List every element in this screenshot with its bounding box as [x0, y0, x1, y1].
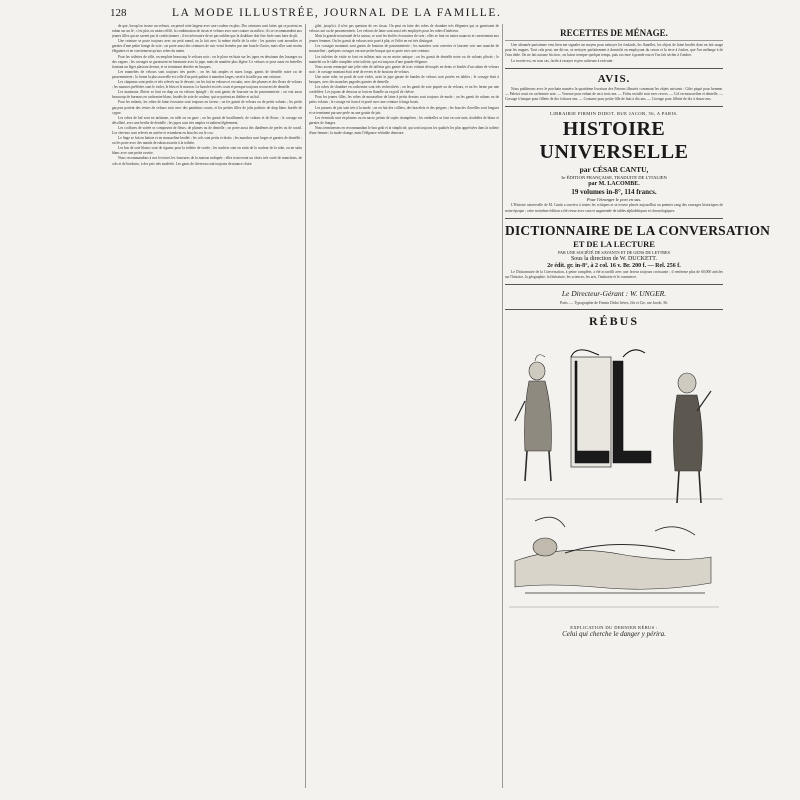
avis-heading: AVIS.	[597, 72, 631, 85]
column-paragraph: gilet, jusqu'ici, il n'est pas question de ces tissus. On peut en faire des robes de chambre très élégantes qui se garnissent de velours uni ou de passementerie. Les velours de laine sont aussi très employés pour les robes d'intérieur.	[309, 24, 499, 34]
column-paragraph: Le linge se fait en batiste et en mousseline brodée ; les cols sont petits et droits ; les manches sont larges et garnies de dentelle ; on les porte avec des nœuds de ruban assortis à la toilette.	[112, 136, 302, 146]
rebus-explanation-title: EXPLICATION DU DERNIER RÉBUS :	[570, 625, 658, 631]
column-paragraph: Les robes de bal sont en tarlatane, en tulle ou en gaze ; on les garnit de bouillonnés, de volants et de fleurs ; le corsage est décolleté, avec une berthe de dentelle ; les jupes sont très amples et traînent légèrement.	[112, 115, 302, 125]
column-paragraph: Les toilettes de visite se font en taffetas noir ou en moire antique ; on les garnit de dentelle noire ou de volants plissés ; le mantelet ou le châle complète cette toilette, qui est toujours d'une grande élégance.	[309, 54, 499, 64]
publisher-line: LIBRAIRIE FIRMIN DIDOT, RUE JACOB, 56, A PARIS.	[550, 111, 678, 117]
recettes-heading: RECETTES DE MÉNAGE.	[560, 28, 668, 38]
text-column-1	[112, 24, 302, 788]
divider	[505, 40, 723, 41]
column-paragraph: Les parures de jais sont très à la mode ; on en fait des colliers, des bracelets et des peignes ; les boucles d'oreilles sont longues et se terminent par une perle ou une goutte de jais.	[309, 105, 499, 115]
divider	[505, 284, 723, 285]
column-paragraph: Les coiffures de soirée se composent de fleurs, de plumes ou de dentelle ; on porte aussi des diadèmes de perles ou de corail. Les cheveux sont relevés en arrière et retombent en boucles sur le cou.	[112, 125, 302, 135]
column-paragraph: Les robes de chambre en cachemire sont très recherchées ; on les garnit de soie piquée ou de velours, et on les ferme par une cordelière. Les jupons de dessous se font en flanelle ou en poil de chèvre.	[309, 85, 499, 95]
rebus-illustration	[505, 331, 723, 621]
recettes-text	[505, 43, 723, 64]
book-note: Pour l'étranger le port en sus.	[586, 197, 642, 203]
book2-description-text: Le Dictionnaire de la Conversation, à peine complète, a été accueilli avec une faveur toujours croissante ; il renferme plus de 60,000 articles sur l'histoire, la géographie, la littérature, les sciences, les arts, l'industrie et le commerce.	[505, 269, 723, 280]
column-paragraph: Les corsages montants sont garnis de boutons de passementerie ; les manches sont ouvertes et laissent voir une manche de mousseline ; quelques corsages ont une petite basque qui se porte avec une ceinture.	[309, 44, 499, 54]
column-paragraph: Nous recommandons à nos lectrices les fourrures de la maison indiquée ; elles trouveront un choix très varié de manchons, de cols et de bordures, à des prix très modérés. Les gants de chevreau sont toujours de nuance claire.	[112, 156, 302, 166]
column-paragraph: Une autre robe, en poult de soie violet, avait la jupe garnie de bandes de velours noir posées en tablier ; le corsage était à basques, avec des manches pagodes garnies de dentelle.	[309, 74, 499, 85]
printer-line: Paris. — Typographie de Firmin Didot frères, fils et Cie, rue Jacob, 56.	[560, 301, 668, 306]
column-paragraph: Pour les toilettes de ville, on emploie beaucoup le velours noir ; on le place en biais sur les jupes en dessinant des losanges ou des vagues ; les corsages se garnissent en harmonie avec la jupe, mais de manière plus légère. Le velours se pose aussi en bretelles formant un léger plastron devant, et se terminant derrière en basques.	[112, 54, 302, 69]
divider	[505, 106, 723, 107]
rebus-explanation: Celui qui cherche le danger y périra.	[562, 630, 666, 639]
standing-man-figure	[673, 373, 711, 503]
column-paragraph: Les manteaux d'hiver se font en drap ou en velours épinglé ; ils sont garnis de fourrure ou de passementerie ; on voit aussi beaucoup de burnous en cachemire blanc, brodés de soie de couleur, qui se portent au théâtre et au bal.	[112, 90, 302, 100]
recettes-paragraph: Une abonnée parisienne veut bien me signaler un moyen pour nettoyer les foulards, les flanelles, les objets de laine brodés dont on fait usage pour les nappes. Tout cela peut, me dit-on, se nettoyer parfaitement à domicile en employant du savon et la terre à foulon, que l'on mélange à de l'eau tiède. On ne fait aucune friction ; on laisse tremper quelque temps, puis on rince à grande eau et l'on fait sécher à l'ombre.	[505, 43, 723, 58]
divider	[505, 309, 723, 310]
column-divider	[305, 24, 306, 788]
book-subtitle: ET DE LA LECTURE	[573, 238, 655, 249]
reclining-figure	[515, 517, 711, 593]
book-title-dictionnaire: DICTIONNAIRE DE LA CONVERSATION	[505, 222, 771, 238]
avis-text	[505, 87, 723, 103]
column-paragraph: Pour les jeunes filles, les robes de mousseline de laine à petits dessins sont toujours de mode ; on les garnit de rubans ou de petits volants ; le corsage est froncé et porté avec une ceinture à longs bouts.	[309, 95, 499, 105]
right-column	[505, 24, 771, 639]
avis-paragraph: Nous publierons avec le prochain numéro la quatrième livraison des Patrons illustrés contenant les objets suivants : Gilet piqué pour homme. — Paletot court en cachemire noir. — Vareuse pour enfant de un à trois ans. — Fichu en tulle noir avec revers. — Col en mousseline et dentelle. — Corsage à basque pour fillette de dix à douze ans. — Costume pour petite fille de huit à dix ans. — Corsage pour fillette de dix à douze ans.	[505, 86, 723, 102]
column-divider	[502, 24, 503, 788]
divider	[505, 218, 723, 219]
book-title-histoire: HISTOIRE UNIVERSELLE	[539, 118, 689, 164]
column-paragraph: Une ceinture se porte toujours avec un petit nœud, on la fait avec la même étoffe de la robe ; les pointes sont arrondies et garnies d'une petite frange de soie ; on porte aussi des ceintures de cuir verni fermées par une boucle d'acier, mais elles sont moins élégantes et ne conviennent qu'aux robes du matin.	[112, 39, 302, 54]
book-price-2: 2e édit. gr. in-8°, à 2 col. 16 v. Br. 200 f. — Rel. 256 f.	[547, 262, 681, 269]
page-header	[110, 7, 720, 21]
recettes-paragraph: La recette est, en tous cas, facile à essayer et peu coûteuse à exécuter.	[511, 58, 614, 63]
book-author: par CÉSAR CANTU,	[579, 165, 649, 175]
column-paragraph: Nous avons remarqué une jolie robe de taffetas gris garnie de trois volants découpés en dents et bordés d'un ruban de velours noir ; le corsage montant était orné de revers et de boutons de velours.	[309, 64, 499, 74]
book-society: PAR UNE SOCIÉTÉ DE SAVANTS ET DE GENS DE LETTRES	[558, 249, 670, 255]
book-director: Sous la direction de W. DUCKETT.	[570, 255, 658, 262]
column-paragraph: Les bas de soie blancs sont de rigueur pour la toilette de soirée ; les souliers sont en satin de la couleur de la robe, ou en satin blanc avec une petite rosette.	[112, 146, 302, 156]
director-gerant: Le Directeur-Gérant : W. UNGER.	[561, 289, 667, 299]
column-paragraph: Nous terminerons en recommandant le bon goût et la simplicité, qui sont toujours les qualités les plus appréciées dans la toilette d'une femme ; la mode change, mais l'élégance véritable demeure.	[309, 125, 499, 135]
letters-l	[571, 350, 651, 467]
book-translator: par M. LACOMBE.	[588, 181, 640, 188]
page-number: 128	[110, 7, 127, 19]
column-paragraph: Pour les enfants, les robes de laine écossaise sont toujours en faveur ; on les garnit de velours ou de petits volants ; les petits garçons portent des vestes de velours noir avec des pantalons courts, et les petites filles de jolis paletots de drap blanc bordés de cygne.	[112, 100, 302, 115]
column-paragraph: de que, lorsqu'on trouve un velours, on prend cette largeur avec une couleur en plus. Des ceintures sont faites qui se portent en ruban sur un lé ; c'est plus ou moins effilé, la combinaison de tissus et velours avec une couture au milieu ; ils se recommandent aux jeunes filles qui ne savent pas le confectionner ; il est nécessaire de ne pas oublier que la doublure doit être fixée sans faire de pli.	[112, 24, 302, 39]
book-price: 19 volumes in-8°, 114 francs.	[571, 188, 657, 197]
divider	[505, 68, 723, 69]
column-paragraph: Les éventails sont en plumes ou en nacre, peints de sujets champêtres ; les ombrelles se font en soie unie, doublées de blanc et garnies de franges.	[309, 115, 499, 125]
old-man-figure	[515, 355, 551, 481]
book-edition: 3e ÉDITION FRANÇAISE, TRADUITE DE L'ITALIEN	[561, 175, 667, 181]
book2-description	[505, 270, 723, 280]
column-paragraph: Mais la grande nouveauté de la saison, ce sont les étoffes écossaises de soie ; elles se font en toutes nuances et conviennent aux jeunes femmes. On les garnit de velours noir posé à plat, et l'effet en est très distingué.	[309, 34, 499, 44]
rebus-heading: RÉBUS	[588, 314, 639, 329]
running-title: LA MODE ILLUSTRÉE, JOURNAL DE LA FAMILLE.	[172, 7, 502, 19]
rebus-engraving	[505, 331, 723, 621]
text-column-2	[309, 24, 499, 788]
column-paragraph: Les chapeaux sont petits et très relevés sur le devant ; on les fait en velours et en satin, avec des plumes et des fleurs de velours ; les nuances préférées sont le violet, le bleu et le marron. Le bavolet est très court et presque toujours recouvert de dentelle.	[112, 80, 302, 90]
book-description	[505, 203, 723, 213]
book-description-text: L'Histoire universelle de M. Cantù a survécu à toutes les critiques et se trouve placée aujourd'hui au premier rang des ouvrages historiques de notre époque ; cette troisième édition a été revue avec soin et augmentée de tables alphabétiques et chronologiques.	[505, 203, 723, 213]
column-paragraph: Les mantelets de velours sont toujours très portés ; on les fait amples et assez longs, garnis de dentelle noire ou de passementerie ; la forme la plus nouvelle est celle d'un petit paletot à manches larges, serré à la taille par une ceinture.	[112, 69, 302, 79]
